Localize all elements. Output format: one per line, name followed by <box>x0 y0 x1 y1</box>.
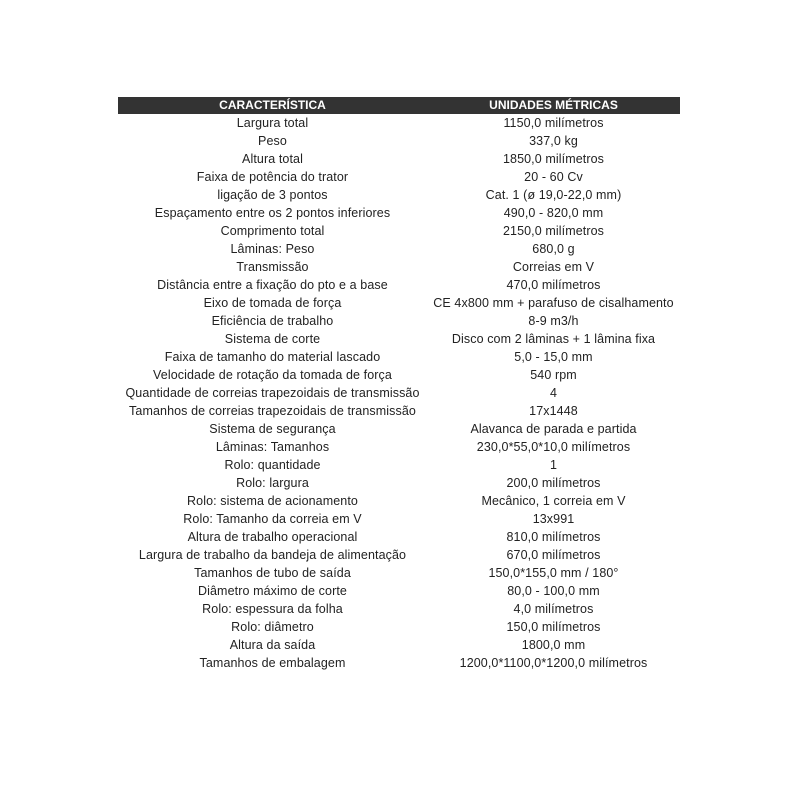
table-row <box>118 132 680 150</box>
table-row <box>118 222 680 240</box>
characteristic-cell: Lâminas: Peso <box>230 242 315 256</box>
characteristic-cell: Lâminas: Tamanhos <box>215 440 330 454</box>
characteristic-cell: Espaçamento entre os 2 pontos inferiores <box>154 206 391 220</box>
metric-value-cell: 4,0 milímetros <box>513 602 594 616</box>
metric-value-cell: 1800,0 mm <box>521 638 586 652</box>
table-row <box>118 348 680 366</box>
characteristic-cell: Peso <box>258 134 287 148</box>
metric-value-cell: 680,0 g <box>532 242 575 256</box>
table-row <box>118 312 680 330</box>
metric-value-cell: Alavanca de parada e partida <box>470 422 637 436</box>
characteristic-cell: Distância entre a fixação do pto e a base <box>157 278 388 292</box>
table-row <box>118 114 680 132</box>
metric-value-cell: 1150,0 milímetros <box>503 116 604 130</box>
table-row <box>118 654 680 672</box>
table-row <box>118 240 680 258</box>
characteristic-cell: ligação de 3 pontos <box>217 188 328 202</box>
metric-value-cell: 470,0 milímetros <box>506 278 601 292</box>
metric-value-cell: 230,0*55,0*10,0 milímetros <box>476 440 631 454</box>
metric-value-cell: 17x1448 <box>529 404 578 418</box>
table-row <box>118 474 680 492</box>
characteristic-cell: Sistema de corte <box>224 332 321 346</box>
table-row <box>118 330 680 348</box>
characteristic-cell: Largura de trabalho da bandeja de alimentação <box>138 548 407 562</box>
metric-value-cell: 8-9 m3/h <box>528 314 579 328</box>
characteristic-cell: Diâmetro máximo de corte <box>198 584 347 598</box>
characteristic-cell: Rolo: quantidade <box>224 458 321 472</box>
table-header <box>118 97 680 114</box>
characteristic-cell: Altura da saída <box>229 638 316 652</box>
table-row <box>118 402 680 420</box>
metric-value-cell: Correias em V <box>512 260 595 274</box>
table-row <box>118 582 680 600</box>
metric-value-cell: 150,0*155,0 mm / 180° <box>488 566 619 580</box>
metric-value-cell: 810,0 milímetros <box>506 530 601 544</box>
table-row <box>118 528 680 546</box>
metric-value-cell: 200,0 milímetros <box>506 476 601 490</box>
table-row <box>118 384 680 402</box>
metric-value-cell: 2150,0 milímetros <box>502 224 605 238</box>
characteristic-cell: Sistema de segurança <box>209 422 336 436</box>
metric-value-cell: Disco com 2 lâminas + 1 lâmina fixa <box>451 332 656 346</box>
table-row <box>118 168 680 186</box>
metric-value-cell: 1200,0*1100,0*1200,0 milímetros <box>459 656 648 670</box>
metric-value-cell: Mecânico, 1 correia em V <box>481 494 626 508</box>
characteristic-cell: Tamanhos de correias trapezoidais de transmissão <box>129 404 416 418</box>
metric-value-cell: 490,0 - 820,0 mm <box>503 206 604 220</box>
header-characteristic: CARACTERÍSTICA <box>118 97 427 114</box>
header-row <box>118 97 680 114</box>
metric-value-cell: 150,0 milímetros <box>506 620 601 634</box>
metric-value-cell: 337,0 kg <box>529 134 578 148</box>
table-row <box>118 186 680 204</box>
characteristic-cell: Rolo: espessura da folha <box>202 602 343 616</box>
header-metric-units: UNIDADES MÉTRICAS <box>427 97 680 114</box>
characteristic-cell: Rolo: diâmetro <box>231 620 314 634</box>
characteristic-cell: Quantidade de correias trapezoidais de transmissão <box>125 386 420 400</box>
metric-value-cell: 13x991 <box>532 512 575 526</box>
characteristic-cell: Largura total <box>236 116 309 130</box>
metric-value-cell: 5,0 - 15,0 mm <box>514 350 593 364</box>
table-row <box>118 546 680 564</box>
table-body <box>118 114 680 672</box>
metric-value-cell: 540 rpm <box>530 368 577 382</box>
table-row <box>118 600 680 618</box>
metric-value-cell: 670,0 milímetros <box>506 548 601 562</box>
characteristic-cell: Comprimento total <box>220 224 325 238</box>
characteristic-cell: Velocidade de rotação da tomada de força <box>153 368 392 382</box>
metric-value-cell: 1850,0 milímetros <box>502 152 605 166</box>
table-row <box>118 492 680 510</box>
metric-value-cell: 20 - 60 Cv <box>524 170 583 184</box>
characteristic-cell: Faixa de potência do trator <box>196 170 349 184</box>
specifications-table <box>118 97 680 672</box>
metric-value-cell: 1 <box>549 458 558 472</box>
characteristic-cell: Tamanhos de tubo de saída <box>194 566 351 580</box>
table-row <box>118 366 680 384</box>
table-row <box>118 294 680 312</box>
table-row <box>118 258 680 276</box>
characteristic-cell: Transmissão <box>236 260 309 274</box>
characteristic-cell: Faixa de tamanho do material lascado <box>164 350 381 364</box>
table-row <box>118 204 680 222</box>
characteristic-cell: Altura total <box>242 152 303 166</box>
table-row <box>118 456 680 474</box>
metric-value-cell: Cat. 1 (ø 19,0-22,0 mm) <box>485 188 622 202</box>
characteristic-cell: Altura de trabalho operacional <box>187 530 358 544</box>
characteristic-cell: Rolo: Tamanho da correia em V <box>183 512 362 526</box>
metric-value-cell: CE 4x800 mm + parafuso de cisalhamento <box>433 296 674 310</box>
table-row <box>118 420 680 438</box>
table-row <box>118 276 680 294</box>
metric-value-cell: 4 <box>549 386 558 400</box>
characteristic-cell: Eixo de tomada de força <box>203 296 342 310</box>
table-row <box>118 438 680 456</box>
table-row <box>118 636 680 654</box>
characteristic-cell: Rolo: largura <box>236 476 309 490</box>
characteristic-cell: Tamanhos de embalagem <box>199 656 346 670</box>
table-row <box>118 150 680 168</box>
table-row <box>118 564 680 582</box>
characteristic-cell: Eficiência de trabalho <box>211 314 334 328</box>
table-row <box>118 510 680 528</box>
table-row <box>118 618 680 636</box>
characteristic-cell: Rolo: sistema de acionamento <box>187 494 358 508</box>
metric-value-cell: 80,0 - 100,0 mm <box>507 584 600 598</box>
